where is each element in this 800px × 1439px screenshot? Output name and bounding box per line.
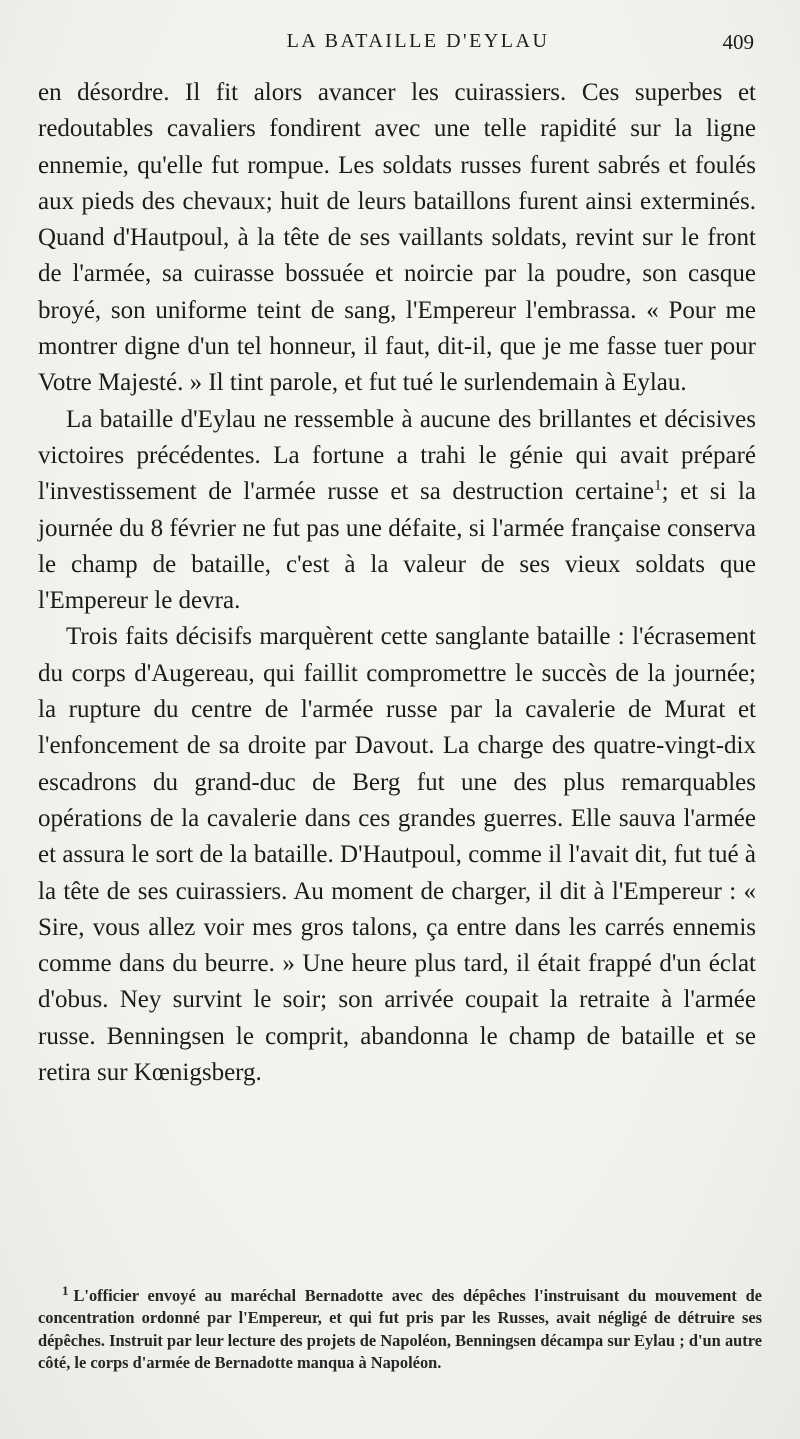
footnote-reference: 1	[654, 477, 662, 494]
paragraph-3: Trois faits décisifs marquèrent cette sanglante bataille : l'écrasement du corps d'Augereau, qui faillit compromettre le succès de la journée; la rupture du centre de l'armée russe par la cavalerie de Murat et l'enfoncement de sa droite par Davout. La charge des quatre-vingt-dix escadrons du grand-duc de Berg fut une des plus remarquables opérations de la cavalerie dans ces grandes guerres. Elle sauva l'armée et assura le sort de la bataille. D'Hautpoul, comme il l'avait dit, fut tué à la tête de ses cuirassiers. Au moment de charger, il dit à l'Empereur : « Sire, vous allez voir mes gros talons, ça entre dans les carrés ennemis comme dans du beurre. » Une heure plus tard, il était frappé d'un éclat d'obus. Ney survint le soir; son arrivée coupait la retraite à l'armée russe. Benningsen le comprit, abandonna le champ de bataille et se retira sur Kœnigsberg.	[38, 623, 756, 1087]
paragraph-2	[38, 402, 756, 620]
main-text	[38, 75, 756, 1091]
footnote	[38, 1282, 762, 1375]
footnote-text: L'officier envoyé au maréchal Bernadotte avec des dépêches l'instruisant du mouvement de concentration ordonné par l'Empereur, et qui fut pris par les Russes, avait négligé de détruire ses dépêches. Instruit par leur lecture des projets de Napoléon, Benningsen décampa sur Eylau ; d'un autre côté, le corps d'armée de Bernadotte manqua à Napoléon.	[38, 1286, 762, 1373]
page-number: 409	[722, 30, 754, 54]
footnote-mark: 1	[62, 1282, 69, 1298]
footnote-paragraph	[38, 1282, 762, 1375]
paragraph-2-text-a: La bataille d'Eylau ne ressemble à aucune des brillantes et décisives victoires précédentes. La fortune a trahi le génie qui avait préparé l'investissement de l'armée russe et sa destruction certaine	[38, 405, 756, 506]
running-title: LA BATAILLE D'EYLAU	[286, 30, 550, 52]
paragraph-1: en désordre. Il fit alors avancer les cuirassiers. Ces superbes et redoutables cavaliers fondirent avec une telle rapidité sur la ligne ennemie, qu'elle fut rompue. Les soldats russes furent sabrés et foulés aux pieds des chevaux; huit de leurs bataillons furent ainsi exterminés. Quand d'Hautpoul, à la tête de ses vaillants soldats, revint sur le front de l'armée, sa cuirasse bossuée et noircie par la poudre, son casque broyé, son uniforme teint de sang, l'Empereur l'embrassa. « Pour me montrer digne d'un tel honneur, il faut, dit-il, que je me fasse tuer pour Votre Majesté. » Il tint parole, et fut tué le surlendemain à Eylau.	[38, 79, 756, 397]
paragraph-2-text-b: ; et si la journée du 8 février ne fut pas une défaite, si l'armée française conserva le champ de bataille, c'est à la valeur de ses vieux soldats que l'Empereur le devra.	[38, 478, 756, 615]
page-header	[40, 30, 756, 58]
